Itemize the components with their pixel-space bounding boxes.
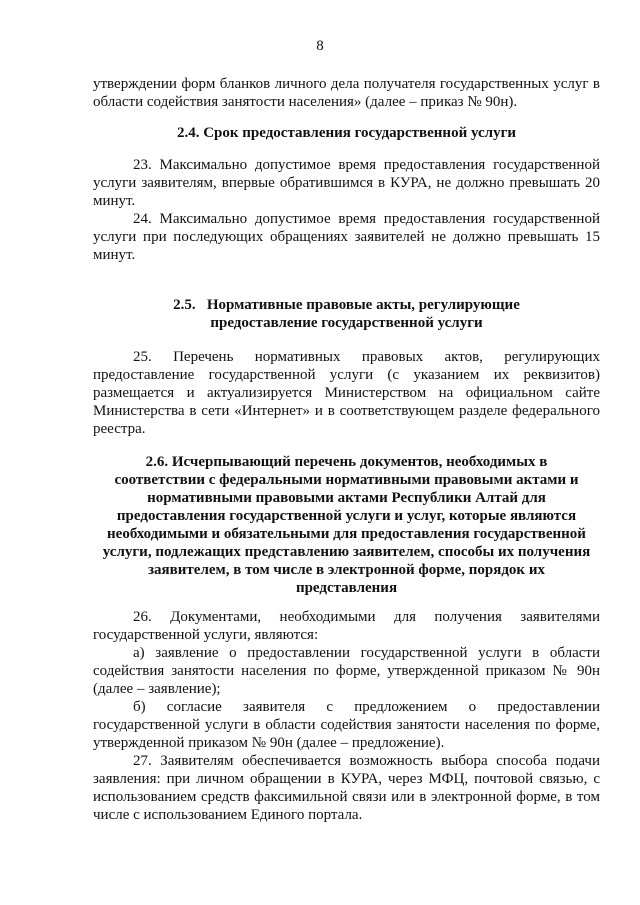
paragraph-24: 24. Максимально допустимое время предоставления государственной услуги при последующих обращениях заявителей не должно превышать 15 минут. xyxy=(93,211,600,263)
paragraph-25: 25. Перечень нормативных правовых актов, регулирующих предоставление государственной услуги (с указанием их реквизитов) размещается и актуализируется Министерством на официальном сайте Министерства в сети «Интернет» и в соответствующем разделе федерального реестра. xyxy=(93,349,600,437)
intro-paragraph xyxy=(93,75,600,111)
section-2-6-heading-line: соответствии с федеральными нормативными правовыми актами и xyxy=(114,472,579,488)
section-2-6-heading-line: услуги, подлежащих представлению заявителем, способы их получения xyxy=(102,544,591,560)
section-2-5-heading-line-1: 2.5. Нормативные правовые акты, регулирующие xyxy=(173,297,520,313)
section-2-6-heading-line: представления xyxy=(295,580,398,596)
section-2-6-heading-line: 2.6. Исчерпывающий перечень документов, необходимых в xyxy=(145,454,548,470)
section-2-6-heading xyxy=(93,453,600,597)
paragraph-26: 26. Документами, необходимыми для получения заявителями государственной услуги, являются: xyxy=(93,609,600,643)
section-2-5-body xyxy=(93,348,600,438)
section-2-5-heading xyxy=(93,296,600,332)
section-2-6-heading-line: заявителем, в том числе в электронной форме, порядок их xyxy=(148,562,545,578)
paragraph-23: 23. Максимально допустимое время предоставления государственной услуги заявителям, впервые обратившимся в КУРА, не должно превышать 20 минут. xyxy=(93,157,600,209)
intro-text: утверждении форм бланков личного дела получателя государственных услуг в области содействия занятости населения» (далее – приказ № 90н). xyxy=(93,76,600,110)
paragraph-26a: а) заявление о предоставлении государственной услуги в области содействия занятости населения по форме, утвержденной приказом № 90н (далее – заявление); xyxy=(93,645,600,697)
section-2-6-heading-line: предоставления государственной услуги и услуг, которые являются xyxy=(116,508,577,524)
section-2-4-heading: 2.4. Срок предоставления государственной услуги xyxy=(176,125,517,141)
paragraph-26b: б) согласие заявителя с предложением о предоставлении государственной услуги в области содействия занятости населения по форме, утвержденной приказом № 90н (далее – предложение). xyxy=(93,699,600,751)
paragraph-27: 27. Заявителям обеспечивается возможность выбора способа подачи заявления: при личном обращении в КУРА, через МФЦ, почтовой связью, с использованием средств факсимильной связи или в электронной форме, в том числе с использованием Единого портала. xyxy=(93,753,600,823)
section-2-4-body xyxy=(93,156,600,264)
section-2-6-body xyxy=(93,608,600,824)
section-2-6-heading-line: нормативными правовыми актами Республики Алтай для xyxy=(147,490,546,506)
page-number: 8 xyxy=(316,38,324,54)
section-2-6-heading-line: необходимыми и обязательными для предоставления государственной xyxy=(107,526,586,542)
section-2-5-heading-line-2: предоставление государственной услуги xyxy=(210,315,483,331)
